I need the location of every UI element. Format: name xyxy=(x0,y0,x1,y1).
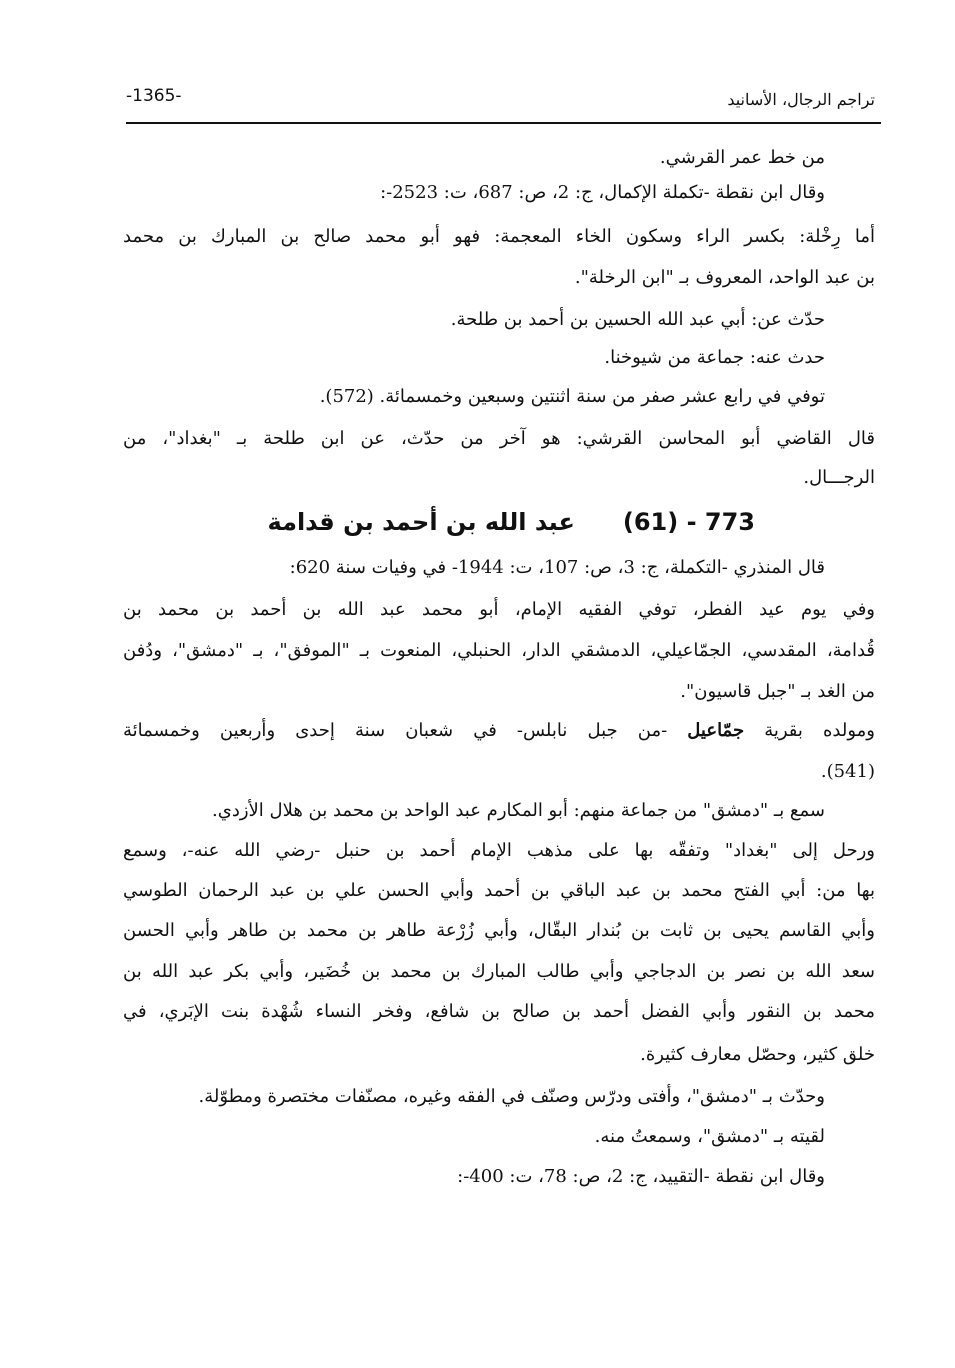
text-line: وفي يوم عيد الفطر، توفي الفقيه الإمام، أبو محمد عبد الله بن أحمد بن محمد بن xyxy=(123,599,875,620)
text-line: من خط عمر القرشي. xyxy=(659,147,825,168)
header-divider xyxy=(126,122,881,124)
bold-place-name: جمّاعيل xyxy=(687,720,745,741)
text-line: محمد بن النقور وأبي الفضل أحمد بن صالح بن شافع، وفخر النساء شُهْدة بنت الإبَري، في xyxy=(123,1001,875,1022)
text-line: ورحل إلى "بغداد" وتفقّه بها على مذهب الإمام أحمد بن حنبل -رضي الله عنه-، وسمع xyxy=(123,840,875,861)
entry-name: عبد الله بن أحمد بن قدامة xyxy=(267,508,575,536)
text-line: الرجـــال. xyxy=(803,467,875,488)
text-line-with-bold xyxy=(123,719,875,743)
entry-heading xyxy=(268,508,755,536)
text-line: لقيته بـ "دمشق"، وسمعتُ منه. xyxy=(594,1126,825,1147)
text-line: قُدامة، المقدسي، الجمّاعيلي، الدمشقي الدار، الحنبلي، المنعوت بـ "الموفق"، بـ "دمشق"، ودُفن xyxy=(123,640,875,661)
text-line: بها من: أبي الفتح محمد بن عبد الباقي بن أحمد وأبي الحسن علي بن عبد الرحمان الطوسي xyxy=(123,880,875,901)
text-line: قال القاضي أبو المحاسن القرشي: هو آخر من حدّث، عن ابن طلحة بـ "بغداد"، من xyxy=(123,428,875,449)
page-number: -1365- xyxy=(126,86,182,106)
entry-number: 773 - (61) xyxy=(622,508,755,536)
text-line: وقال ابن نقطة -تكملة الإكمال، ج: 2، ص: 687، ت: 2523-: xyxy=(380,182,825,203)
text-line: سمع بـ "دمشق" من جماعة منهم: أبو المكارم عبد الواحد بن محمد بن هلال الأزدي. xyxy=(212,800,825,821)
text-line: حدّث عن: أبي عبد الله الحسين بن أحمد بن طلحة. xyxy=(450,309,825,330)
text-line: أما رِخْلة: بكسر الراء وسكون الخاء المعجمة: فهو أبو محمد صالح بن المبارك بن محمد xyxy=(123,226,875,247)
text-line: وحدّث بـ "دمشق"، وأفتى ودرّس وصنّف في الفقه وغيره، مصنّفات مختصرة ومطوّلة. xyxy=(198,1086,825,1107)
text-line: حدث عنه: جماعة من شيوخنا. xyxy=(604,347,825,368)
text-line: من الغد بـ "جبل قاسيون". xyxy=(680,681,875,702)
text-line: وأبي القاسم يحيى بن ثابت بن بُندار البقّال، وأبي زُرْعة طاهر بن محمد بن طاهر وأبي الحسن xyxy=(123,920,875,941)
text-line: خلق كثير، وحصّل معارف كثيرة. xyxy=(640,1044,875,1065)
text-segment: ومولده بقرية xyxy=(764,720,875,741)
text-line: توفي في رابع عشر صفر من سنة اثنتين وسبعين وخمسمائة. (572). xyxy=(319,386,825,407)
text-line: وقال ابن نقطة -التقييد، ج: 2، ص: 78، ت: 400-: xyxy=(457,1166,825,1187)
running-title: تراجم الرجال، الأسانيد xyxy=(727,90,875,109)
text-line: (541). xyxy=(820,761,875,782)
text-segment: -من جبل نابلس- في شعبان سنة إحدى وأربعين وخمسمائة xyxy=(123,720,668,741)
text-line: سعد الله بن نصر بن الدجاجي وأبي طالب المبارك بن محمد بن خُضَير، وأبي بكر عبد الله بن xyxy=(123,961,875,982)
text-line: قال المنذري -التكملة، ج: 3، ص: 107، ت: 1944- في وفيات سنة 620: xyxy=(289,557,825,578)
text-line: بن عبد الواحد، المعروف بـ "ابن الرخلة". xyxy=(574,267,875,288)
